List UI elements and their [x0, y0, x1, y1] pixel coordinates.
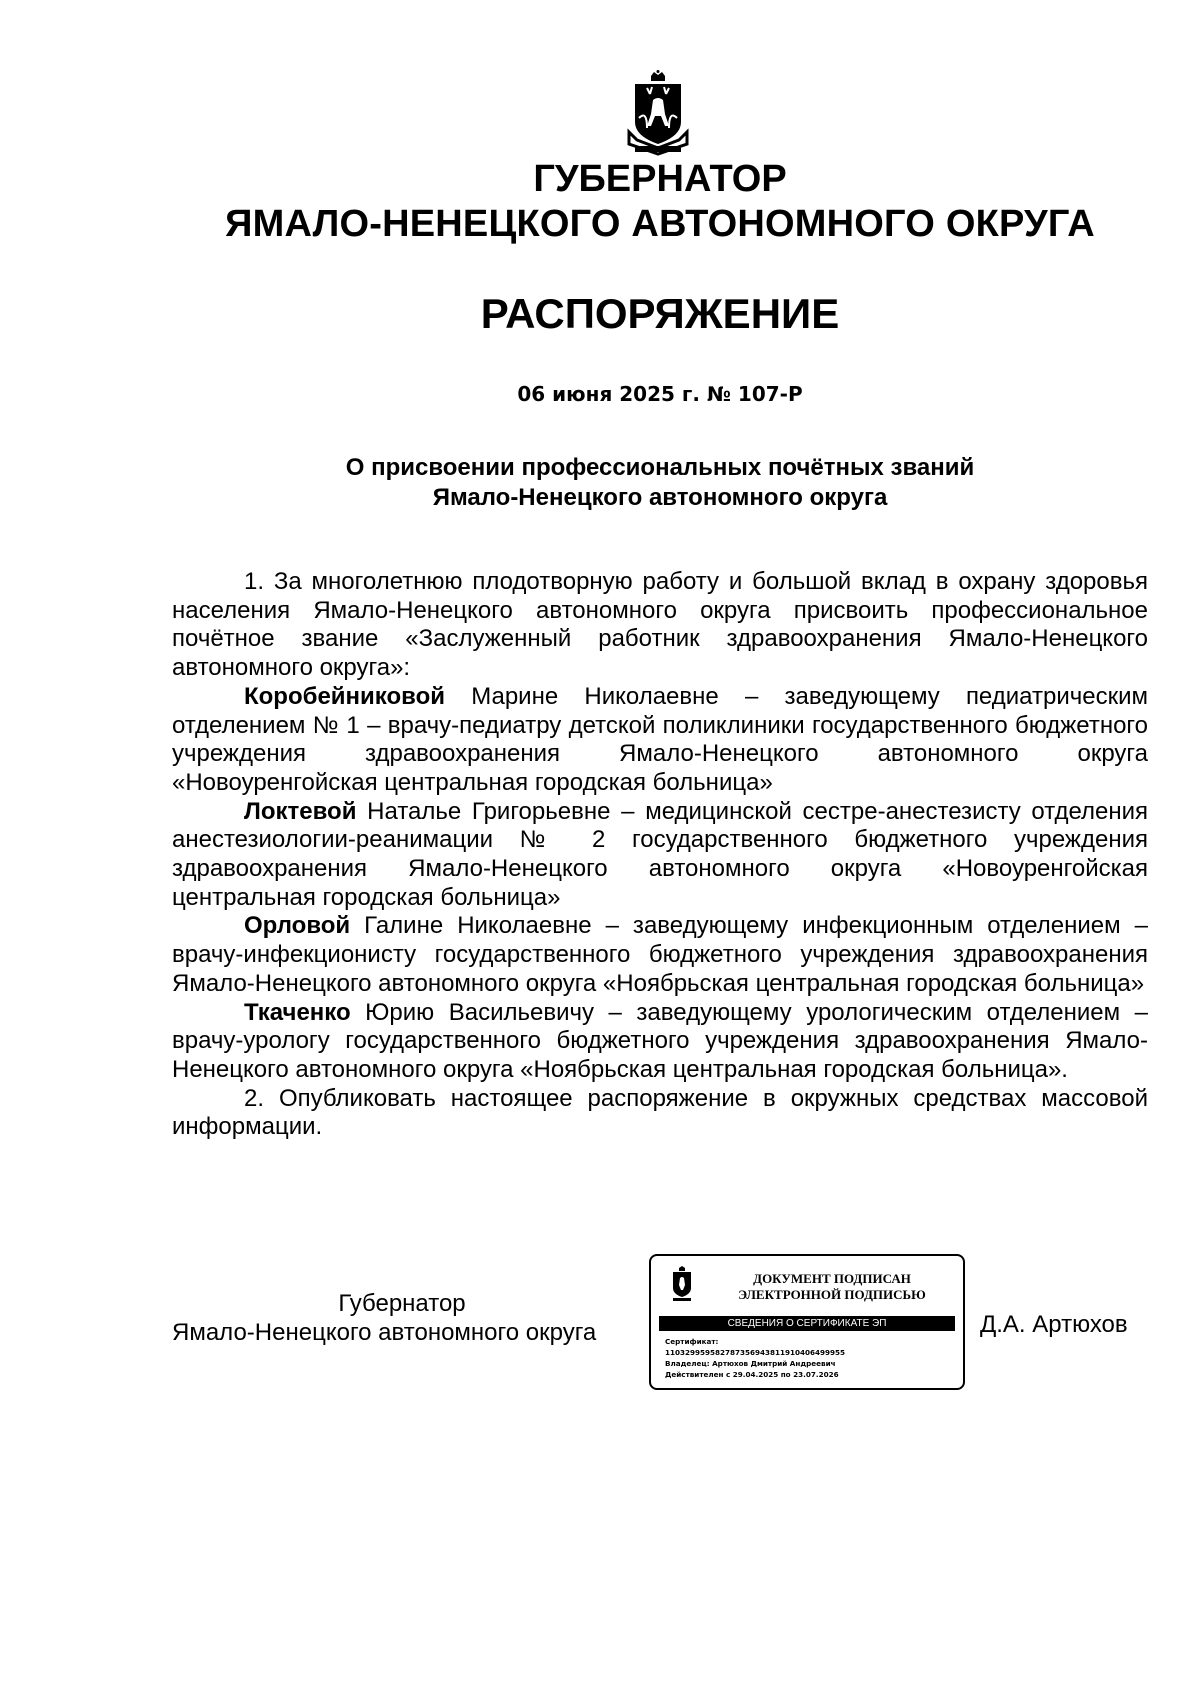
awardee-4 — [172, 999, 1148, 1085]
certificate-validity: Действителен с 29.04.2025 по 23.07.2026 — [665, 1370, 839, 1379]
document-subject — [0, 453, 1200, 513]
coat-of-arms-icon — [621, 70, 695, 156]
document-number: 06 июня 2025 г. № 107-Р — [517, 382, 803, 406]
signer-title-line2: Ямало-Ненецкого автономного округа — [172, 1319, 597, 1346]
subject-line2: Ямало-Ненецкого автономного округа — [432, 484, 888, 511]
document-body — [172, 568, 1148, 1142]
org-title-line2: ЯМАЛО-НЕНЕЦКОГО АВТОНОМНОГО ОКРУГА — [225, 203, 1095, 245]
electronic-signature-stamp — [649, 1254, 965, 1390]
awardee-1 — [172, 683, 1148, 798]
paragraph-1: 1. За многолетнюю плодотворную работу и большой вклад в охрану здоровья населения Ямало-Ненецкого автономного округа присвоить профессиональное почётное звание «Заслуженный работник здравоохранения Ямало-Ненецкого автономного округа»: — [172, 568, 1148, 682]
stamp-coat-of-arms-icon — [669, 1266, 695, 1302]
subject-line1: О присвоении профессиональных почётных званий — [345, 454, 975, 481]
signer-name: Д.А. Артюхов — [980, 1311, 1128, 1338]
awardee-3 — [172, 912, 1148, 998]
awardee-surname: Локтевой — [244, 797, 357, 825]
stamp-header-line1: ДОКУМЕНТ ПОДПИСАН — [753, 1271, 911, 1286]
awardee-details: Галине Николаевне – заведующему инфекционным отделением – врачу-инфекционисту государственного бюджетного учреждения здравоохранения Ямало-Ненецкого автономного округа «Ноябрьская центральная городская больница» — [172, 912, 1148, 997]
awardee-details: Наталье Григорьевне – медицинской сестре-анестезисту отделения анестезиологии-реанимации № 2 государственного бюджетного учреждения здравоохранения Ямало-Ненецкого автономного округа «Новоуренгойская центральная городская больница» — [172, 797, 1148, 911]
certificate-number: 110329959582787356943811910406499955 — [665, 1348, 846, 1357]
awardee-details: Юрию Васильевичу – заведующему урологическим отделением – врачу-урологу государственного бюджетного учреждения здравоохранения Ямало-Ненецкого автономного округа «Ноябрьская центральная городская больница». — [172, 998, 1148, 1083]
signer-title — [172, 1289, 642, 1347]
paragraph-2: 2. Опубликовать настоящее распоряжение в окружных средствах массовой информации. — [172, 1084, 1148, 1141]
certificate-owner: Владелец: Артюхов Дмитрий Андреевич — [665, 1359, 836, 1368]
stamp-certificate-info — [665, 1336, 955, 1380]
certificate-label: Сертификат: — [665, 1337, 719, 1346]
awardee-2 — [172, 798, 1148, 913]
awardee-details: Марине Николаевне – заведующему педиатрическим отделением № 1 – врачу-педиатру детской поликлиники государственного бюджетного учреждения здравоохранения Ямало-Ненецкого автономного округа «Новоуренгойская центральная городская больница» — [172, 682, 1148, 796]
awardee-surname: Орловой — [244, 912, 351, 940]
org-title-line1: ГУБЕРНАТОР — [533, 158, 787, 200]
awardee-surname: Ткаченко — [244, 998, 351, 1026]
document-type: РАСПОРЯЖЕНИЕ — [480, 290, 840, 337]
stamp-certificate-bar: СВЕДЕНИЯ О СЕРТИФИКАТЕ ЭП — [659, 1316, 955, 1331]
stamp-header-line2: ЭЛЕКТРОННОЙ ПОДПИСЬЮ — [738, 1287, 926, 1302]
signer-title-line1: Губернатор — [338, 1290, 466, 1317]
awardee-surname: Коробейниковой — [244, 682, 446, 710]
